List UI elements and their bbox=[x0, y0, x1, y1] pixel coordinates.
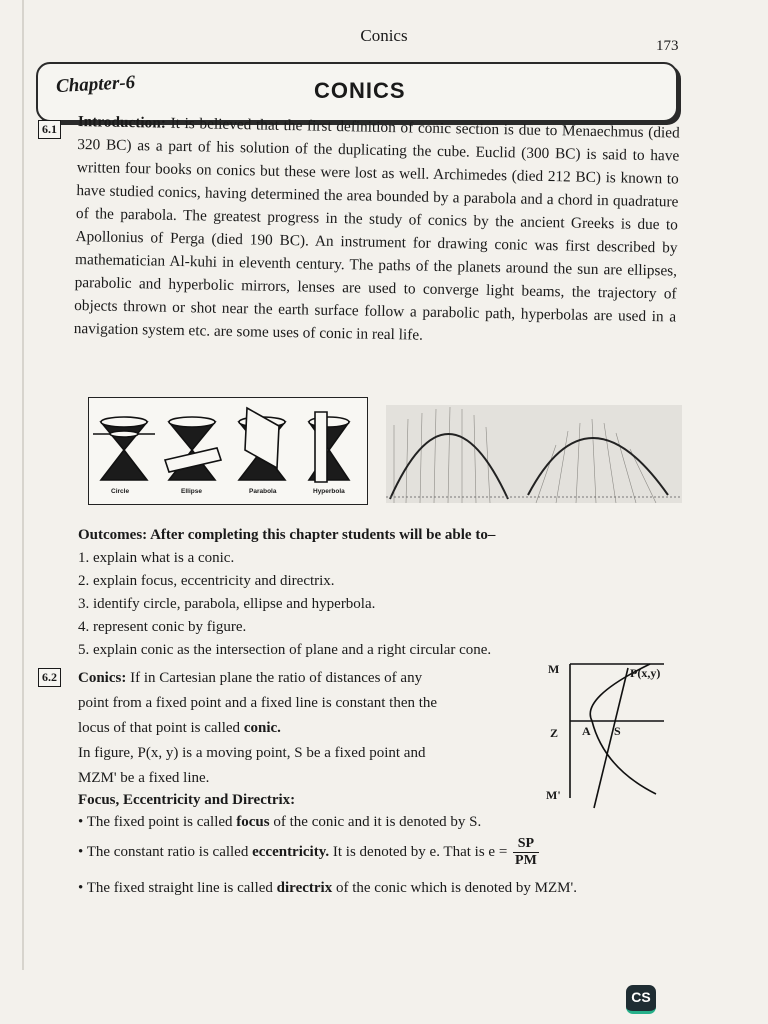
section-number-6-1: 6.1 bbox=[38, 120, 61, 139]
introduction-body: It is believed that the first definition of conic section is due to Menaechmus (died 320 BC) as a part of his solution of the duplicating the cube. Euclid (300 BC) is said to have written four books on conics but these were lost as well. Archimedes (died 212 BC) is known to have studied conics, having determined the area bounded by a parabola and a chord in quadrature of the parabola. The greatest progress in the study of conics by the ancient Greeks is due to Apollonius of Perga (died 190 BC). An instrument for drawing conic was first described by mathematician Al-kuhi in eleventh century. The paths of the planets around the sun are ellipses, parabolic and hyperbolic mirrors, lenses are used to converge light beams, the trajectory of objects thrown or shot near the earth surface follow a parabolic path, hyperbolas are used in a navigation system etc. are some uses of conic in real life. bbox=[73, 114, 680, 344]
label-a: A bbox=[582, 724, 591, 738]
page-number: 173 bbox=[656, 38, 679, 54]
label-m: M bbox=[548, 662, 560, 676]
ellipse-cone-icon bbox=[165, 417, 221, 480]
outcome-item: 3. identify circle, parabola, ellipse and hyperbola. bbox=[78, 596, 376, 612]
focus-definition bbox=[78, 814, 481, 831]
conics-definition bbox=[78, 666, 498, 791]
label-z: Z bbox=[550, 726, 559, 740]
parabola-arcs-drawing bbox=[386, 405, 682, 503]
fraction-numerator: SP bbox=[513, 836, 539, 853]
label-m-prime: M' bbox=[546, 788, 561, 802]
definitions-heading: Focus, Eccentricity and Directrix: bbox=[78, 792, 296, 808]
eccentricity-fraction bbox=[513, 836, 539, 869]
chapter-label: Chapter-6 bbox=[55, 71, 136, 98]
fraction-denominator: PM bbox=[515, 853, 537, 868]
outcomes-list bbox=[78, 524, 548, 662]
locus-diagram bbox=[540, 658, 680, 818]
eccentricity-text-post: It is denoted by e. That is e = bbox=[332, 843, 508, 860]
focus-text-post: of the conic and it is denoted by S. bbox=[273, 814, 482, 830]
label-p: P(x,y) bbox=[630, 666, 661, 680]
focus-term: focus bbox=[236, 814, 270, 830]
running-title: Conics bbox=[360, 26, 408, 45]
conic-term: conic. bbox=[243, 720, 281, 736]
caption-hyperbola: Hyperbola bbox=[313, 488, 345, 495]
outcome-item: 4. represent conic by figure. bbox=[78, 619, 247, 635]
outcome-item: 1. explain what is a conic. bbox=[78, 550, 235, 566]
chapter-title: CONICS bbox=[314, 78, 406, 103]
section-number-6-2: 6.2 bbox=[38, 668, 61, 687]
conics-line-5: MZM' be a fixed line. bbox=[78, 770, 210, 786]
caption-ellipse: Ellipse bbox=[181, 488, 202, 495]
outcome-item: 5. explain conic as the intersection of plane and a right circular cone. bbox=[78, 642, 492, 658]
directrix-text-pre: • The fixed straight line is called bbox=[78, 880, 273, 896]
directrix-definition bbox=[78, 880, 577, 897]
introduction-heading: Introduction: bbox=[77, 112, 167, 132]
conics-line-1: If in Cartesian plane the ratio of distances of any bbox=[130, 670, 423, 686]
eccentricity-text-pre: • The constant ratio is called bbox=[78, 843, 249, 860]
circle-cone-icon bbox=[93, 417, 155, 480]
introduction-paragraph bbox=[74, 110, 680, 352]
caption-parabola: Parabola bbox=[249, 488, 277, 495]
conic-sections-figure bbox=[88, 397, 368, 505]
caption-circle: Circle bbox=[111, 488, 130, 495]
double-cones-drawing bbox=[89, 398, 367, 488]
conics-line-4: In figure, P(x, y) is a moving point, S be a fixed point and bbox=[78, 745, 426, 761]
parabolic-trajectories-photo bbox=[386, 405, 682, 503]
label-s: S bbox=[614, 724, 621, 738]
page-edge bbox=[22, 0, 24, 970]
conics-line-2: point from a fixed point and a fixed line is constant then the bbox=[78, 695, 438, 711]
directrix-term: directrix bbox=[276, 880, 333, 896]
parabola-cone-icon bbox=[239, 408, 285, 480]
eccentricity-term: eccentricity. bbox=[252, 843, 330, 860]
outcomes-heading: Outcomes: After completing this chapter students will be able to– bbox=[78, 527, 496, 543]
focus-text-pre: • The fixed point is called bbox=[78, 814, 233, 830]
directrix-text-post: of the conic which is denoted by MZM'. bbox=[335, 880, 577, 896]
eccentricity-definition bbox=[78, 836, 539, 869]
hyperbola-cone-icon bbox=[309, 412, 349, 482]
outcome-item: 2. explain focus, eccentricity and directrix. bbox=[78, 573, 335, 589]
conics-line-3: locus of that point is called bbox=[78, 720, 241, 736]
conics-heading: Conics: bbox=[78, 670, 127, 686]
camscanner-logo-icon: CS bbox=[626, 985, 656, 1014]
